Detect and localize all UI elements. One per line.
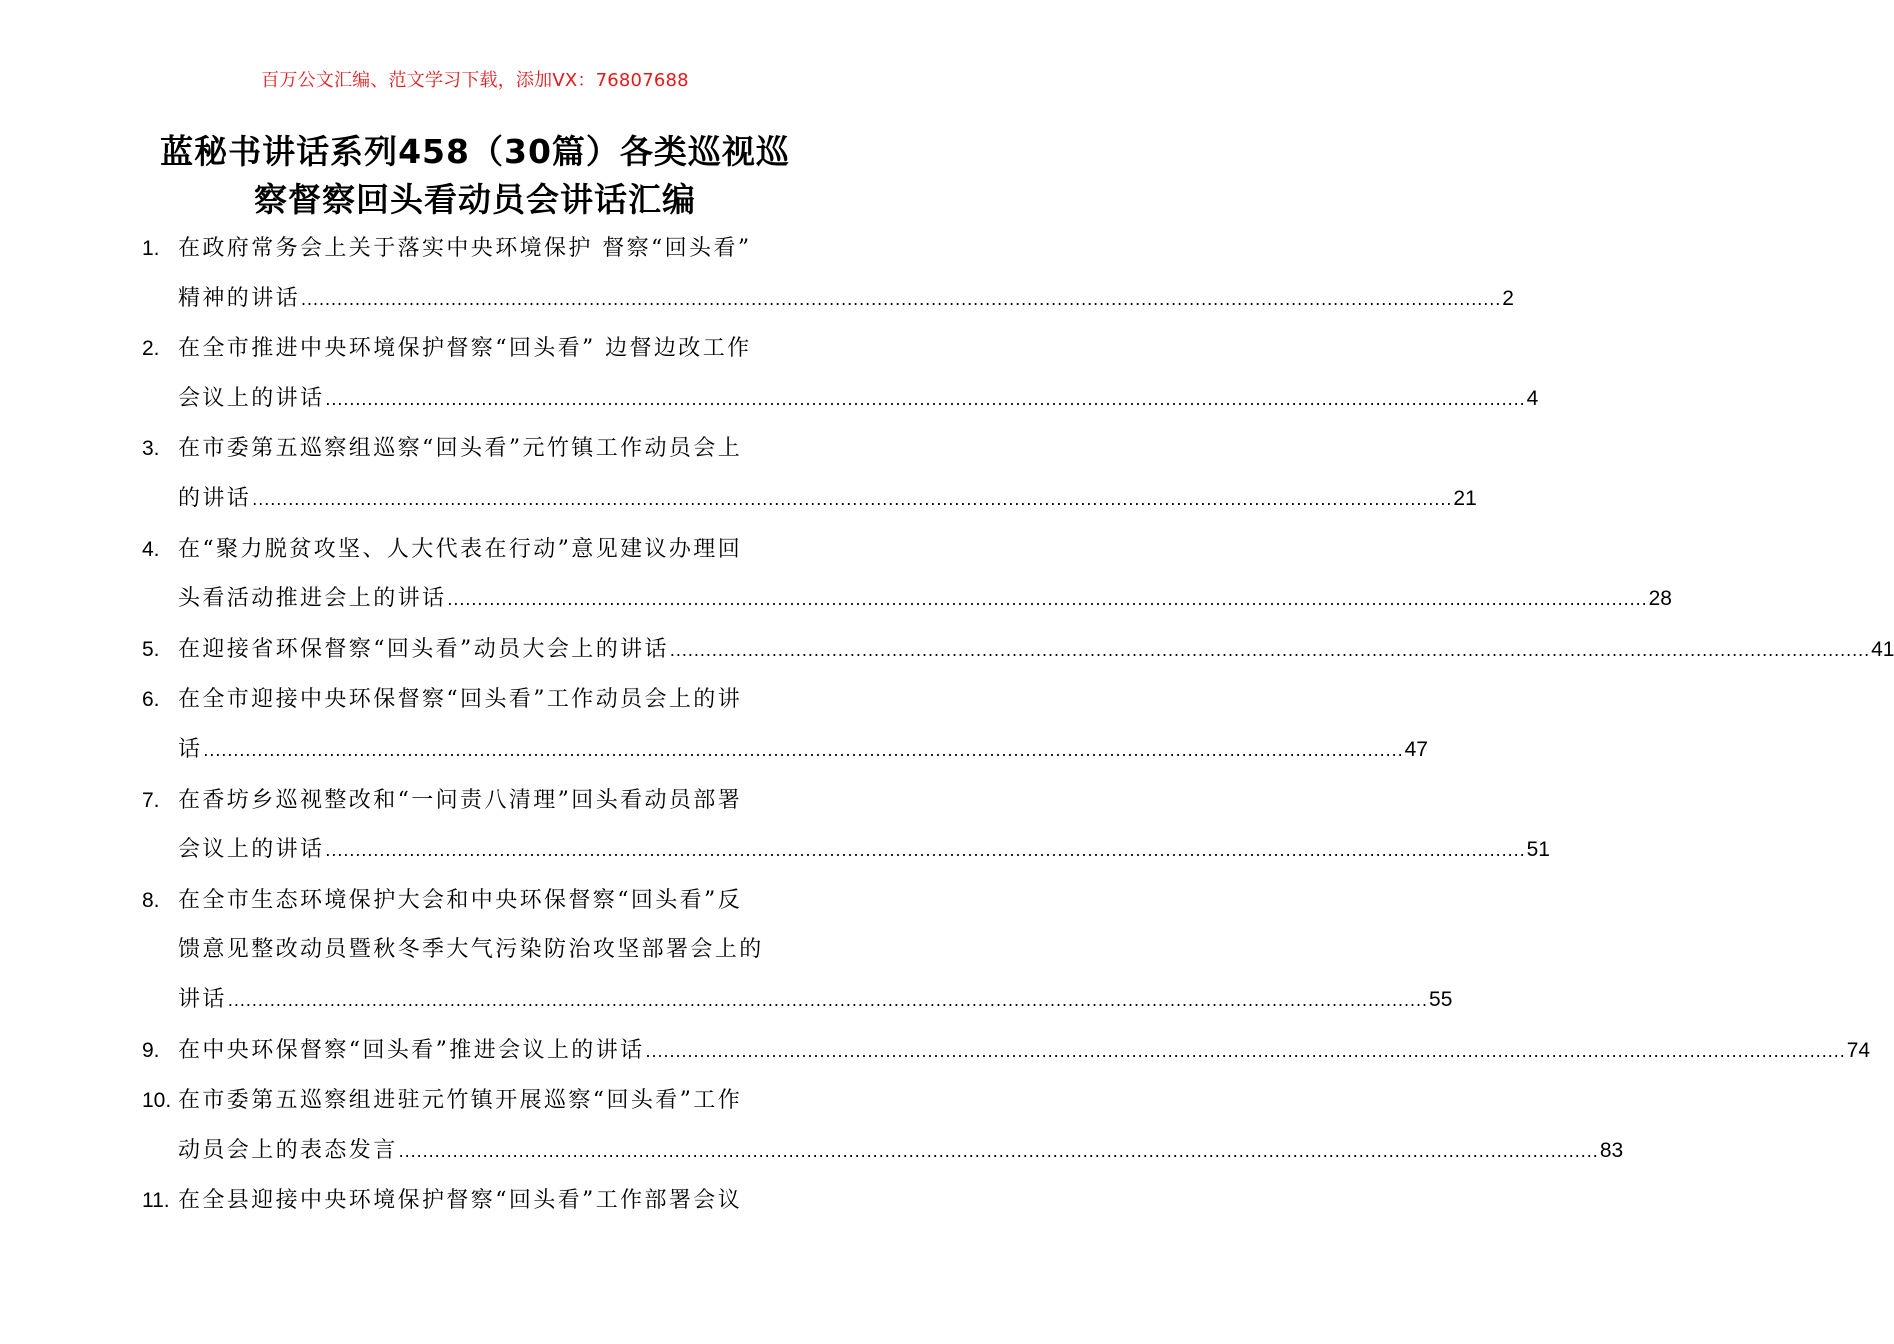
toc-entry-title-tail: 话: [178, 736, 203, 762]
toc-entry[interactable]: [140, 424, 1477, 524]
toc-entry-number: 1.: [142, 237, 160, 260]
toc-entry-last-line: [178, 1026, 1871, 1077]
toc-entry-number: 11.: [142, 1189, 170, 1213]
toc-entry-number: 6.: [142, 688, 160, 712]
toc-entry-line: 在全县迎接中央环境保护督察“回头看”工作部署会议: [178, 1188, 743, 1214]
toc-leader-dots: ........................................................................................................................................................................................................: [301, 288, 1502, 309]
toc-entry-line: 在香坊乡巡视整改和“一问责八清理”回头看动员部署: [178, 787, 743, 813]
toc-page-number: 47: [1404, 737, 1428, 761]
toc-leader-dots: ........................................................................................................................................................................................................: [645, 1040, 1846, 1061]
toc-entry-last-line: [178, 574, 1672, 625]
toc-entry-title-tail: 会议上的讲话: [178, 385, 325, 411]
toc-entry-line: 在全市推进中央环境保护督察“回头看” 边督边改工作: [178, 336, 752, 362]
toc-entry[interactable]: [140, 675, 1428, 775]
toc-page-number: 2: [1502, 286, 1514, 310]
toc-entry-number: 4.: [142, 537, 160, 561]
toc-entry-title-tail: 会议上的讲话: [178, 837, 325, 863]
toc-leader-dots: ........................................................................................................................................................................................................: [325, 388, 1526, 409]
toc-entry-line: 在全市迎接中央环保督察“回头看”工作动员会上的讲: [178, 687, 743, 713]
toc-entry-number: 9.: [142, 1038, 160, 1062]
toc-entry[interactable]: [140, 525, 1672, 625]
toc-leader-dots: ........................................................................................................................................................................................................: [447, 589, 1648, 610]
toc-entry[interactable]: [140, 1026, 1871, 1077]
toc-page-number: 51: [1526, 838, 1550, 862]
toc-entry-last-line: [178, 975, 1453, 1026]
toc-leader-dots: ........................................................................................................................................................................................................: [227, 989, 1429, 1010]
toc-entry-number: 8.: [142, 888, 160, 912]
toc-leader-dots: ........................................................................................................................................................................................................: [398, 1140, 1599, 1161]
toc-entry-last-line: [178, 625, 1894, 676]
toc-entry-last-line: [178, 474, 1477, 525]
toc-entry-line: 在市委第五巡察组巡察“回头看”元竹镇工作动员会上: [178, 436, 743, 462]
promo-banner: 百万公文汇编、范文学习下载，添加VX：76807688: [261, 70, 689, 91]
toc-entry-title-tail: 精神的讲话: [178, 285, 301, 311]
toc-entry-number: 10.: [142, 1089, 172, 1113]
toc-entry[interactable]: [140, 625, 1894, 676]
toc-entry-line: 在市委第五巡察组进驻元竹镇开展巡察“回头看”工作: [178, 1088, 743, 1114]
toc-leader-dots: ........................................................................................................................................................................................................: [325, 840, 1526, 861]
toc-entry-title-tail: 动员会上的表态发言: [178, 1137, 398, 1163]
toc-leader-dots: ........................................................................................................................................................................................................: [252, 488, 1453, 509]
toc-entry-title-tail: 在迎接省环保督察“回头看”动员大会上的讲话: [178, 636, 669, 662]
toc-entry[interactable]: [140, 1076, 1624, 1176]
toc-page-number: 83: [1599, 1138, 1624, 1162]
toc-entry-number: 3.: [142, 437, 160, 461]
toc-entry-last-line: [178, 825, 1550, 876]
toc-entry-last-line: [178, 374, 1539, 425]
toc-entry-number: 5.: [142, 637, 160, 661]
toc-page-number: 21: [1453, 486, 1477, 510]
toc-entry-last-line: [178, 274, 1514, 325]
toc-page-number: 55: [1429, 987, 1453, 1011]
toc-entry-last-line: [178, 725, 1428, 776]
toc-entry[interactable]: [140, 324, 1539, 424]
title-line-2: 察督察回头看动员会讲话汇编: [254, 180, 696, 219]
table-of-contents: [140, 224, 1894, 1226]
toc-entry[interactable]: [140, 224, 1514, 324]
toc-entry-line: 馈意见整改动员暨秋冬季大气污染防治攻坚部署会上的: [178, 937, 764, 963]
toc-entry-line: 在全市生态环境保护大会和中央环保督察“回头看”反: [178, 887, 743, 913]
toc-entry-last-line: [178, 1126, 1624, 1177]
document-title: [100, 128, 850, 224]
toc-entry-number: 2.: [142, 337, 160, 361]
toc-leader-dots: ........................................................................................................................................................................................................: [669, 639, 1871, 660]
toc-entry-line: 在“聚力脱贫攻坚、人大代表在行动”意见建议办理回: [178, 536, 743, 562]
toc-page-number: 28: [1648, 587, 1672, 611]
title-line-1: 蓝秘书讲话系列458（30篇）各类巡视巡: [160, 132, 790, 171]
toc-entry-title-tail: 讲话: [178, 986, 227, 1012]
toc-page-number: 74: [1846, 1038, 1871, 1062]
toc-entry-title-tail: 在中央环保督察“回头看”推进会议上的讲话: [178, 1037, 645, 1063]
toc-entry-title-tail: 的讲话: [178, 485, 252, 511]
toc-entry[interactable]: [140, 876, 1453, 1026]
toc-page-number: 41: [1871, 637, 1894, 661]
toc-page-number: 4: [1526, 386, 1539, 410]
toc-entry-title-tail: 头看活动推进会上的讲话: [178, 586, 447, 612]
toc-entry[interactable]: [140, 776, 1550, 876]
toc-entry-line: 在政府常务会上关于落实中央环境保护 督察“回头看”: [178, 236, 752, 261]
toc-entry-number: 7.: [142, 788, 160, 812]
toc-leader-dots: ........................................................................................................................................................................................................: [203, 739, 1404, 760]
toc-entry[interactable]: [140, 1176, 806, 1226]
